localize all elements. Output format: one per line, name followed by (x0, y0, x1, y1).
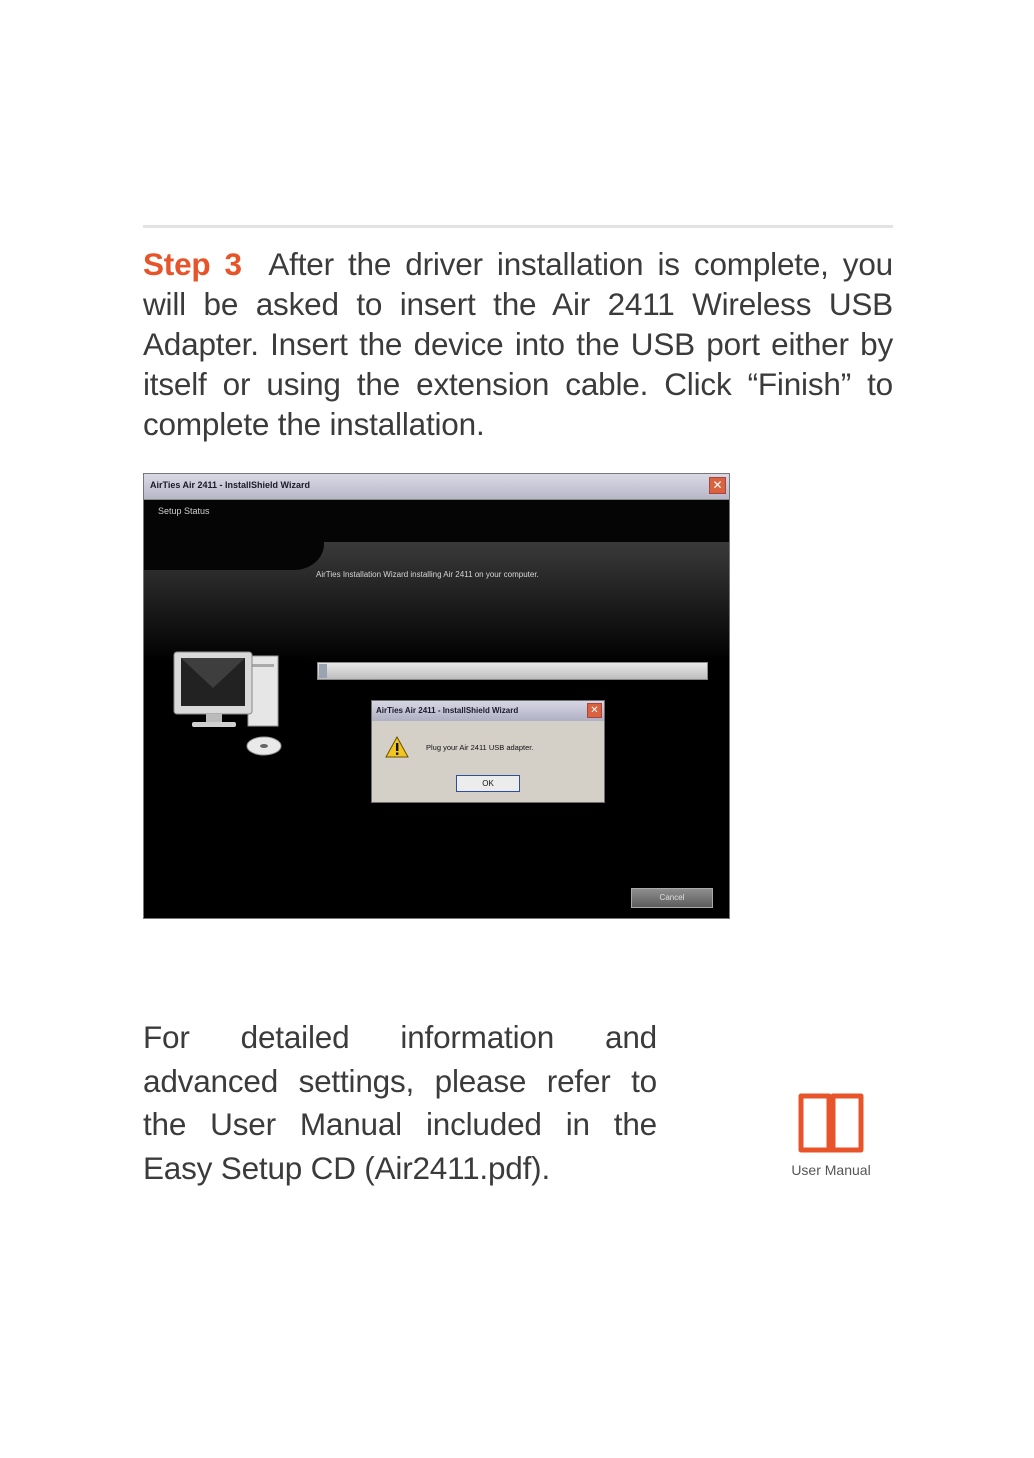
close-icon[interactable]: ✕ (587, 703, 602, 718)
installer-screenshot (143, 473, 730, 919)
info-paragraph: For detailed information and advanced settings, please refer to the User Manual included in the Easy Setup CD (Air2411.pdf). (143, 1019, 657, 1186)
installer-titlebar (144, 474, 729, 500)
installer-status-message: AirTies Installation Wizard installing Air 2411 on your computer. (316, 570, 539, 579)
section-divider (143, 225, 893, 228)
installer-background-cut (144, 540, 324, 570)
step-paragraph (143, 244, 893, 444)
installer-progress-fill (319, 664, 327, 678)
user-manual-label: User Manual (791, 1162, 871, 1178)
installer-header-text: Setup Status (158, 506, 210, 516)
dialog-message: Plug your Air 2411 USB adapter. (426, 743, 534, 752)
plug-in-dialog (371, 700, 605, 803)
close-icon[interactable]: ✕ (709, 477, 726, 494)
book-icon (796, 1092, 866, 1156)
warning-icon (385, 736, 409, 758)
installer-window-title: AirTies Air 2411 - InstallShield Wizard (150, 480, 310, 490)
dialog-titlebar (372, 701, 604, 721)
step-text: After the driver installation is complete, you will be asked to insert the Air 2411 Wireless USB Adapter. Insert the device into the USB port either by itself or using the extension cable. Click “Finish” to complete the installation. (143, 246, 893, 442)
computer-icon (170, 644, 286, 764)
user-manual-link[interactable] (772, 1092, 890, 1178)
step-label: Step 3 (143, 246, 242, 282)
installer-header (144, 500, 729, 545)
dialog-title: AirTies Air 2411 - InstallShield Wizard (376, 706, 519, 715)
cancel-button[interactable]: Cancel (631, 888, 713, 908)
installer-progress-bar (317, 662, 708, 680)
ok-button[interactable]: OK (456, 775, 520, 792)
